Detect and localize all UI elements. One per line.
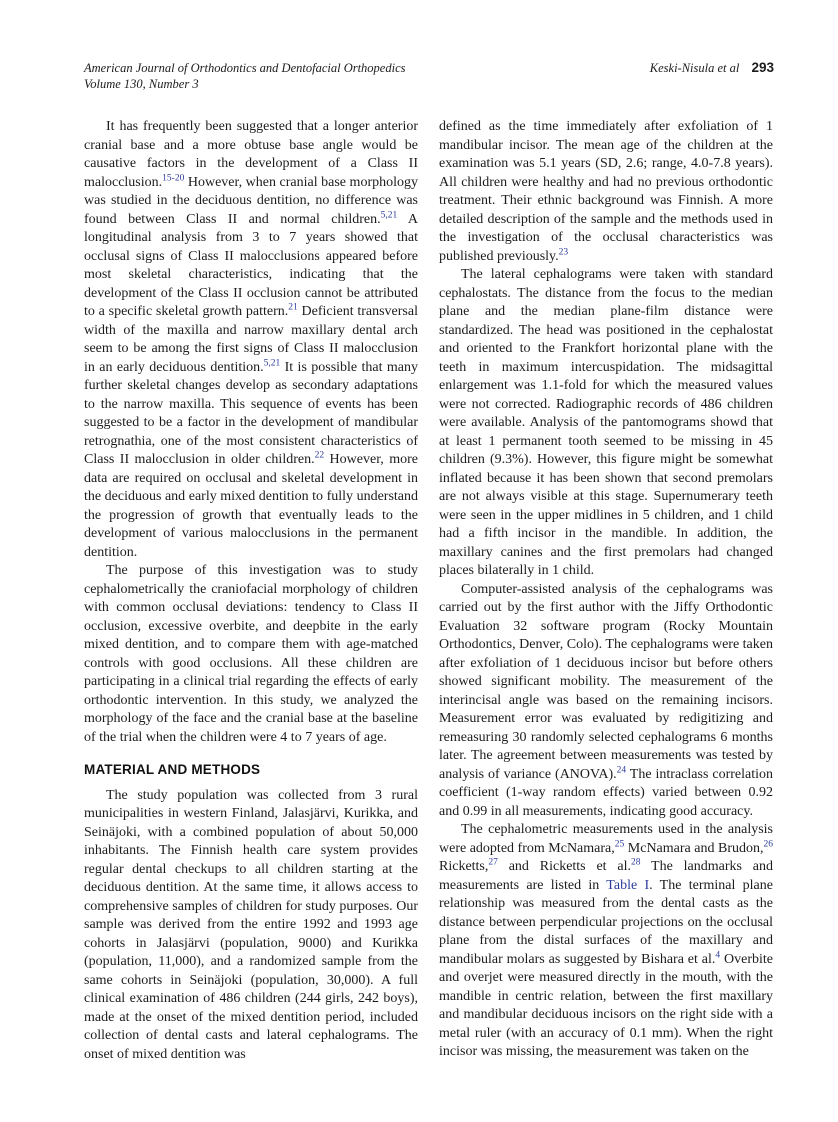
body-text-run: The cephalometric measurements used in the analysis were adopted from McNamara,: [439, 822, 773, 856]
table-cross-reference-link[interactable]: Table I: [606, 877, 650, 893]
citation-reference-link[interactable]: 21: [288, 302, 298, 313]
body-text-run: The intraclass correlation coefficient (1-way random effects) varied between 0.92 and 0.99 in all measurements, indicating good accuracy.: [439, 766, 773, 819]
two-column-body: [84, 118, 774, 1064]
citation-reference-link[interactable]: 27: [488, 857, 498, 868]
citation-reference-link[interactable]: 24: [616, 764, 627, 775]
page-number: 293: [751, 60, 774, 75]
body-text-run: However, when cranial base morphology was studied in the deciduous dentition, no difference was found between Class II and normal children.: [84, 174, 418, 227]
author-page-info: [650, 60, 774, 76]
body-text-run: The landmarks and measurements are listed in: [439, 859, 773, 893]
body-text-run: The purpose of this investigation was to study cephalometrically the craniofacial morphology of children with common occlusal deviations: tendency to Class II occlusion, excessive overbite, and deepbite in the early mixed dentition, and to compare them with age-matched controls with good occlusions. All these children are participating in a clinical trial regarding the effects of early orthodontic intervention. In this study, we analyzed the morphology of the face and the cranial base at the baseline of the trial when the children were 4 to 7 years of age.: [84, 563, 418, 745]
body-text-run: . The terminal plane relationship was measured from the dental casts as the distance between perpendicular projections on the occlusal plane from the distal surfaces of the maxillary and mandibular molars as suggested by Bishara et al.: [439, 877, 773, 967]
body-text-run: Overbite and overjet were measured directly in the mouth, with the mandible in centric relation, between the first maxillary and mandibular deciduous incisors on the right side with a metal ruler (with an accuracy of 0.1 mm). When the right incisor was missing, the measurement was taken on the: [439, 951, 774, 1059]
body-text-run: The lateral cephalograms were taken with standard cephalostats. The distance from the focus to the median plane and the median plane-film distance were standardized. The head was positioned in the cephalostat and oriented to the Frankfort horizontal plane with the teeth in maximum intercuspidation. The midsagittal enlargement was 1.1-fold for which the measured values were not corrected. Radiographic records of 486 children were available. Analysis of the pantomograms showd that at least 1 permanent tooth seemed to be missing in 45 children (9.3%). However, this figure might be somewhat inflated because it has been shown that second premolars are not always visible at this stage. Supernumerary teeth were seen in the upper midlines in 5 children, and 1 child had a fifth incisor in the mandible. In addition, the maxillary canines and the first premolars had changed places bilaterally in 1 child.: [439, 267, 773, 578]
body-text-run: However, more data are required on occlusal and skeletal development in the deciduous and early mixed dentition to fully understand the progression of growth that eventually leads to the development of various malocclusions in the permanent dentition.: [84, 452, 419, 560]
body-text-run: A longitudinal analysis from 3 to 7 years showed that occlusal signs of Class II malocclusions appeared before most skeletal characteristics, indicating that the development of the Class II occlusion cannot be attributed to a specific skeletal growth pattern.: [84, 211, 418, 319]
citation-reference-link[interactable]: 4: [715, 949, 721, 960]
running-authors: Keski-Nisula et al: [649, 61, 740, 75]
citation-reference-link[interactable]: 23: [558, 246, 569, 257]
paragraph: [439, 581, 773, 822]
journal-volume-issue: Volume 130, Number 3: [84, 77, 199, 91]
body-text-run: The study population was collected from 3 rural municipalities in western Finland, Jalasjärvi, Kurikka, and Seinäjoki, with a combined population of about 50,000 inhabitants. The Finnish health care system provides regular dental checkups to all children starting at the deciduous dentition. At the same time, it allows access to comprehensive samples of children for study purposes. Our sample was derived from the entire 1992 and 1993 age cohorts in Jalasjärvi (population, 9000) and Kurikka (population, 11,000), and a randomized sample from the same cohorts in Seinäjoki (population, 30,000). A full clinical examination of 486 children (244 girls, 242 boys), made at the onset of the mixed dentition period, included collection of dental casts and lateral cephalograms. The onset of mixed dentition was: [84, 787, 418, 1062]
journal-title: American Journal of Orthodontics and Dentofacial Orthopedics: [84, 61, 406, 75]
journal-info: [84, 60, 406, 92]
citation-reference-link[interactable]: 5,21: [263, 357, 281, 368]
body-text-run: Deficient transversal width of the maxilla and narrow maxillary dental arch seem to be among the first signs of Class II malocclusion in an early deciduous dentition.: [84, 304, 418, 375]
body-text-run: It is possible that many further skeletal changes develop as secondary adaptations to the narrow maxilla. This sequence of events has been suggested to be a factor in the development of mandibular retrognathia, one of the most consistent characteristics of Class II malocclusion in older children.: [84, 359, 418, 467]
paragraph: [439, 821, 773, 1062]
citation-reference-link[interactable]: 5,21: [380, 209, 398, 220]
paragraph: [84, 562, 418, 747]
body-text-run: Computer-assisted analysis of the cephalograms was carried out by the first author with the Jiffy Orthodontic Evaluation 32 software program (Rocky Mountain Orthodontics, Denver, Colo). The cephalograms were taken after exfoliation of 1 deciduous incisor but before others showed significant mobility. The measurement of the interincisal angle was based on the remaining incisors. Measurement error was evaluated by redigitizing and remeasuring 30 randomly selected cephalograms 6 months later. The agreement between measurements was tested by analysis of variance (ANOVA).: [439, 581, 773, 782]
citation-reference-link[interactable]: 25: [614, 838, 625, 849]
body-text-run: Ricketts,: [439, 859, 489, 874]
citation-reference-link[interactable]: 26: [763, 838, 774, 849]
body-text-run: defined as the time immediately after exfoliation of 1 mandibular incisor. The mean age of the children at the examination was 5.1 years (SD, 2.6; range, 4.0-7.8 years). All children were healthy and had no previous orthodontic treatment. Their ethnic background was Finnish. A more detailed description of the sample and the methods used in the investigation of the occlusal characteristics was published previously.: [439, 119, 773, 264]
citation-reference-link[interactable]: 22: [314, 450, 325, 461]
citation-reference-link[interactable]: 15-20: [162, 172, 185, 183]
left-column: [84, 118, 418, 1064]
paragraph: [84, 787, 418, 1065]
paragraph: [84, 118, 418, 562]
right-column: [439, 118, 773, 1064]
body-text-run: and Ricketts et al.: [497, 859, 631, 874]
body-text-run: McNamara and Brudon,: [624, 840, 764, 856]
paragraph: [439, 266, 773, 581]
body-text-run: It has frequently been suggested that a longer anterior cranial base and a more obtuse base angle would be causative factors in the development of a Class II malocclusion.: [84, 119, 418, 190]
paragraph: [439, 118, 773, 266]
section-heading: MATERIAL AND METHODS: [84, 762, 261, 777]
running-header: [84, 60, 774, 92]
citation-reference-link[interactable]: 28: [630, 857, 641, 868]
